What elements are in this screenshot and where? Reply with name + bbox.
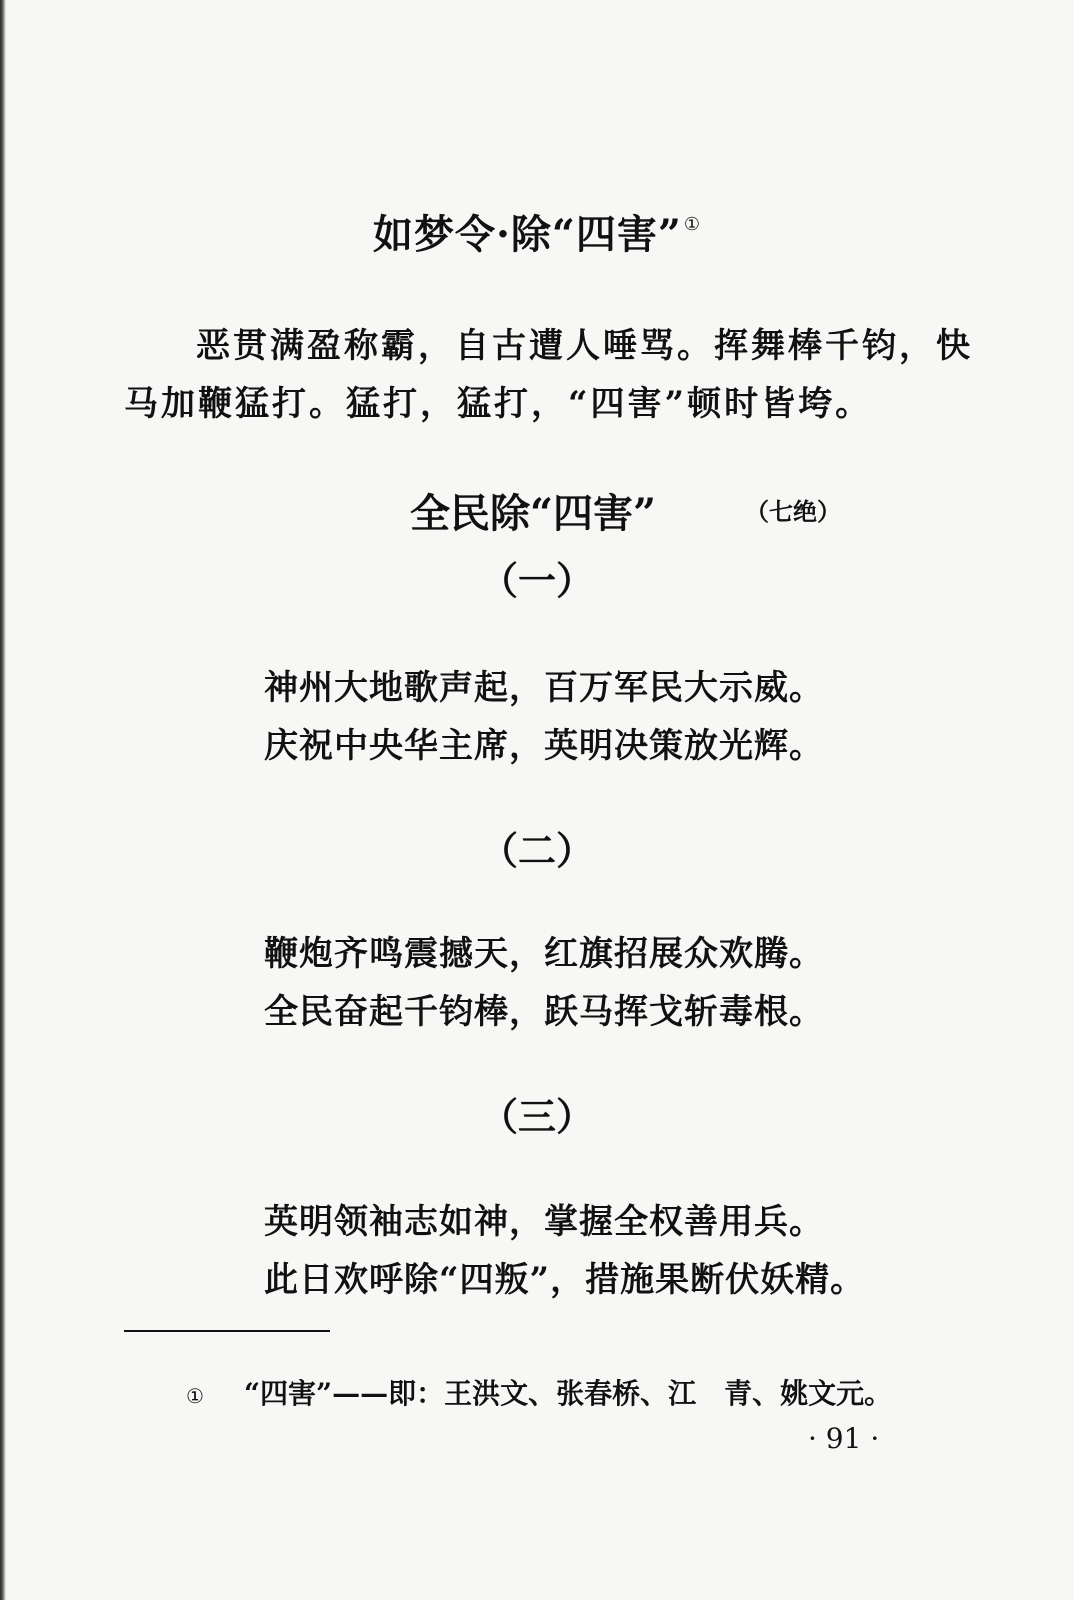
section-label-1: （一） xyxy=(479,558,594,603)
poem2-form: （七绝） xyxy=(745,497,841,526)
poem2-title: 全民除“四害” xyxy=(410,490,657,537)
poem1-line-2: 马加鞭猛打。猛打，猛打，“四害”顿时皆垮。 xyxy=(124,384,873,424)
poem1-title-text: 如梦令·除“四害” xyxy=(372,211,682,258)
footnote-text: “四害”——即：王洪文、张春桥、江 青、姚文元。 xyxy=(243,1377,893,1410)
verse-line: 英明领袖志如神，掌握全权善用兵。 xyxy=(264,1202,824,1242)
poem1-line-1: 恶贯满盈称霸，自古遭人唾骂。挥舞棒千钧，快 xyxy=(196,326,973,366)
page-number: · 91 · xyxy=(808,1422,880,1455)
section-label-2: （二） xyxy=(479,828,594,873)
section-label-3: （三） xyxy=(479,1094,594,1139)
footnote-mark: ① xyxy=(186,1384,204,1408)
footnote-rule xyxy=(124,1330,330,1332)
verse-line: 此日欢呼除“四叛”，措施果断伏妖精。 xyxy=(264,1260,866,1300)
verse-line: 全民奋起千钧棒，跃马挥戈斩毒根。 xyxy=(264,992,824,1032)
poem1-footnote-ref: ① xyxy=(683,214,702,235)
poem1-title xyxy=(0,203,1074,260)
verse-line: 庆祝中央华主席，英明决策放光辉。 xyxy=(264,726,824,766)
verse-line: 神州大地歌声起，百万军民大示威。 xyxy=(264,668,824,708)
verse-line: 鞭炮齐鸣震撼天，红旗招展众欢腾。 xyxy=(264,934,824,974)
footnote xyxy=(186,1372,892,1412)
